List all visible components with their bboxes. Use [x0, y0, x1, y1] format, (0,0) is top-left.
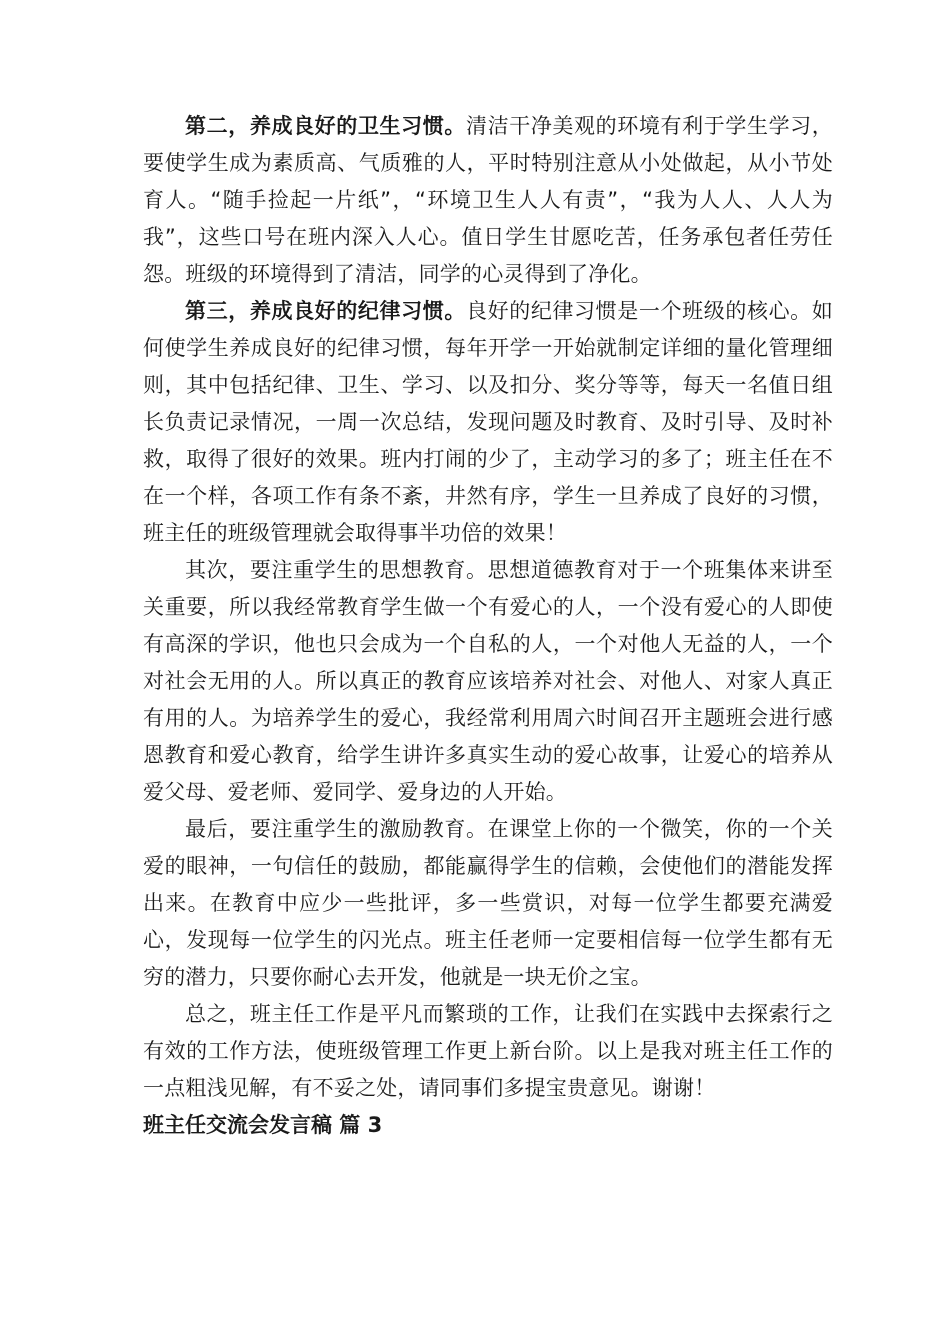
paragraph-body: 其次，要注重学生的思想教育。思想道德教育对于一个班集体来讲至关重要，所以我经常教育学生做一个有爱心的人，一个没有爱心的人即使有高深的学识，他也只会成为一个自私的人，一个对他人无益的人，一个对社会无用的人。所以真正的教育应该培养对社会、对他人、对家人真正有用的人。为培养学生的爱心，我经常利用周六时间召开主题班会进行感恩教育和爱心教育，给学生讲许多真实生动的爱心故事，让爱心的培养从爱父母、爱老师、爱同学、爱身边的人开始。 [143, 558, 833, 804]
paragraph-lead: 第三，养成良好的纪律习惯。 [185, 299, 466, 323]
paragraph-lead: 第二，养成良好的卫生习惯。 [185, 114, 466, 138]
paragraph-conclusion [143, 996, 833, 1107]
paragraph-moral-education [143, 552, 833, 811]
paragraph-encouragement-education [143, 811, 833, 996]
paragraph-body: 总之，班主任工作是平凡而繁琐的工作，让我们在实践中去探索行之有效的工作方法，使班级管理工作更上新台阶。以上是我对班主任工作的一点粗浅见解，有不妥之处，请同事们多提宝贵意见。谢谢！ [143, 1002, 833, 1100]
section-heading: 班主任交流会发言稿 篇 3 [143, 1113, 383, 1137]
paragraph-body: 最后，要注重学生的激励教育。在课堂上你的一个微笑，你的一个关爱的眼神，一句信任的鼓励，都能赢得学生的信赖，会使他们的潜能发挥出来。在教育中应少一些批评，多一些赏识，对每一位学生都要充满爱心，发现每一位学生的闪光点。班主任老师一定要相信每一位学生都有无穷的潜力，只要你耐心去开发，他就是一块无价之宝。 [143, 817, 833, 989]
document-page [143, 108, 833, 1144]
paragraph-hygiene-habit [143, 108, 833, 293]
paragraph-body: 清洁干净美观的环境有利于学生学习，要使学生成为素质高、气质雅的人，平时特别注意从小处做起，从小节处育人。“随手捡起一片纸”，“环境卫生人人有责”，“我为人人、人人为我”，这些口号在班内深入人心。值日学生甘愿吃苦，任务承包者任劳任怨。班级的环境得到了清洁，同学的心灵得到了净化。 [143, 114, 833, 286]
paragraph-discipline-habit [143, 293, 833, 552]
paragraph-body: 良好的纪律习惯是一个班级的核心。如何使学生养成良好的纪律习惯，每年开学一开始就制定详细的量化管理细则，其中包括纪律、卫生、学习、以及扣分、奖分等等，每天一名值日组长负责记录情况，一周一次总结，发现问题及时教育、及时引导、及时补救，取得了很好的效果。班内打闹的少了，主动学习的多了；班主任在不在一个样，各项工作有条不紊，井然有序，学生一旦养成了良好的习惯，班主任的班级管理就会取得事半功倍的效果！ [143, 299, 833, 545]
